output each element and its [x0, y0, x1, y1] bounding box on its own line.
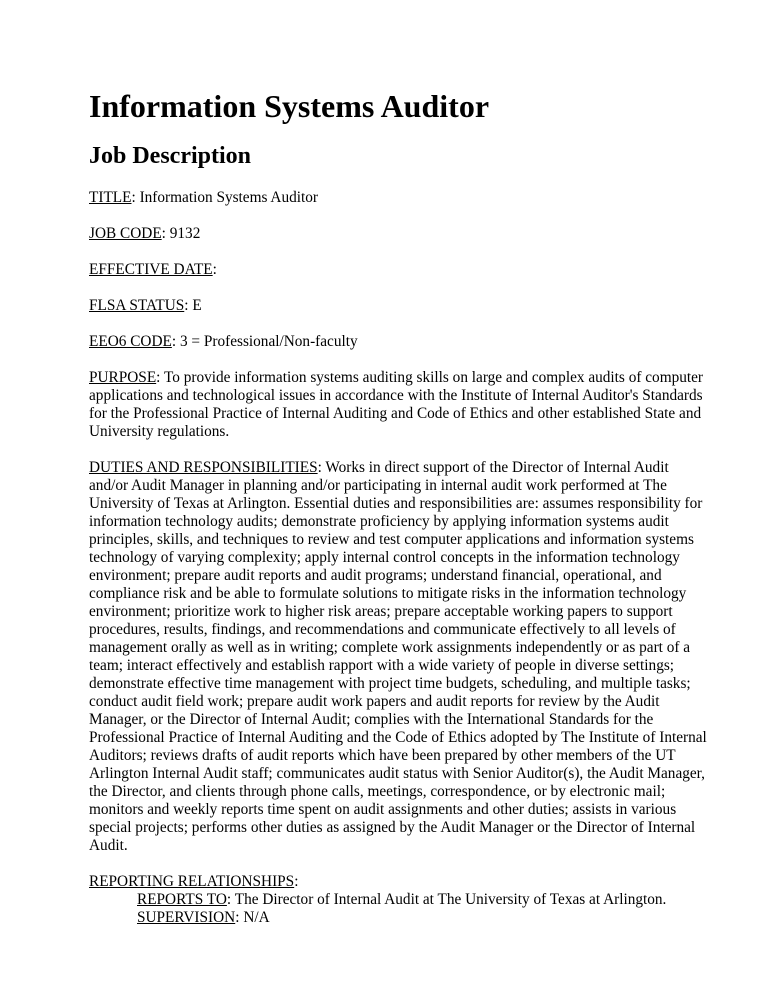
field-supervision-label: SUPERVISION: [137, 909, 236, 926]
document-title: Information Systems Auditor: [89, 88, 490, 124]
field-reports-to-value: The Director of Internal Audit at The University of Texas at Arlington.: [234, 891, 667, 908]
field-job-code-label: JOB CODE: [89, 225, 162, 242]
field-supervision: SUPERVISION: N/A: [137, 909, 270, 926]
field-reporting: [89, 873, 708, 927]
field-job-code-value: 9132: [169, 225, 201, 242]
field-eeo6-code-value: 3 = Professional/Non-faculty: [179, 333, 358, 350]
field-reporting-heading: REPORTING RELATIONSHIPS:: [89, 873, 299, 890]
field-title: TITLE: Information Systems Auditor: [89, 189, 319, 206]
field-title-value: Information Systems Auditor: [139, 189, 319, 206]
field-duties: DUTIES AND RESPONSIBILITIES: Works in direct support of the Director of Internal Audit and/or Audit Manager in planning and/or participating in internal audit work performed at The University of Texas at Arlington. Essential duties and responsibilities are: assumes responsibility for information technology audits; demonstrate proficiency by applying information systems audit principles, skills, and techniques to review and test computer applications and information systems technology of varying complexity; apply internal control concepts in the information technology environment; prepare audit reports and audit programs; understand financial, operational, and compliance risk and be able to formulate solutions to mitigate risks in the information technology environment; prioritize work to higher risk areas; prepare acceptable working papers to support procedures, results, findings, and recommendations and communicate effectively to all levels of management orally as well as in writing; complete work assignments independently or as part of a team; interact effectively and establish rapport with a wide variety of people in diverse settings; demonstrate effective time management with project time budgets, scheduling, and multiple tasks; conduct audit field work; prepare audit work papers and audit reports for review by the Audit Manager, or the Director of Internal Audit; complies with the International Standards for the Professional Practice of Internal Auditing and the Code of Ethics adopted by The Institute of Internal Auditors; reviews drafts of audit reports which have been prepared by other members of the UT Arlington Internal Audit staff; communicates audit status with Senior Auditor(s), the Audit Manager, the Director, and clients through phone calls, meetings, correspondence, or by electronic mail; monitors and weekly reports time spent on audit assignments and other duties; assists in various special projects; performs other duties as assigned by the Audit Manager or the Director of Internal Audit.: [89, 459, 707, 854]
field-job-code: JOB CODE: 9132: [89, 225, 201, 242]
field-flsa-status: FLSA STATUS: E: [89, 297, 202, 314]
field-duties-label: DUTIES AND RESPONSIBILITIES: [89, 459, 318, 476]
field-flsa-status-label: FLSA STATUS: [89, 297, 185, 314]
field-effective-date: EFFECTIVE DATE:: [89, 261, 217, 278]
field-duties-value: Works in direct support of the Director of Internal Audit and/or Audit Manager in planning and/or participating in internal audit work performed at The University of Texas at Arlington. Essential duties and responsibilities are: assumes responsibility for information technology audits; demonstrate proficiency by applying information systems audit principles, skills, and techniques to review and test computer applications and information systems technology of varying complexity; apply internal control concepts in the information technology environment; prepare audit reports and audit programs; understand financial, operational, and compliance risk and be able to formulate solutions to mitigate risks in the information technology environment; prioritize work to higher risk areas; prepare acceptable working papers to support procedures, results, findings, and recommendations and communicate effectively to all levels of management orally as well as in writing; complete work assignments independently or as part of a team; interact effectively and establish rapport with a wide variety of people in diverse settings; demonstrate effective time management with project time budgets, scheduling, and multiple tasks; conduct audit field work; prepare audit work papers and audit reports for review by the Audit Manager, or the Director of Internal Audit; complies with the International Standards for the Professional Practice of Internal Auditing and the Code of Ethics adopted by The Institute of Internal Auditors; reviews drafts of audit reports which have been prepared by other members of the UT Arlington Internal Audit staff; communicates audit status with Senior Auditor(s), the Audit Manager, the Director, and clients through phone calls, meetings, correspondence, or by electronic mail; monitors and weekly reports time spent on audit assignments and other duties; assists in various special projects; performs other duties as assigned by the Audit Manager or the Director of Internal Audit.: [89, 459, 707, 854]
field-flsa-status-value: E: [192, 297, 202, 314]
field-reports-to: REPORTS TO: The Director of Internal Audit at The University of Texas at Arlington.: [137, 891, 667, 908]
field-eeo6-code: EEO6 CODE: 3 = Professional/Non-faculty: [89, 333, 358, 350]
field-purpose-label: PURPOSE: [89, 369, 157, 386]
field-effective-date-label: EFFECTIVE DATE: [89, 261, 213, 278]
field-supervision-value: N/A: [243, 909, 270, 926]
field-purpose-value: To provide information systems auditing skills on large and complex audits of computer applications and technological issues in accordance with the Institute of Internal Auditor's Standards for the Professional Practice of Internal Auditing and Code of Ethics and other established State and University regulations.: [89, 369, 704, 440]
field-title-label: TITLE: [89, 189, 132, 206]
field-reporting-label: REPORTING RELATIONSHIPS: [89, 873, 295, 890]
document-subtitle: Job Description: [89, 143, 251, 169]
field-eeo6-code-label: EEO6 CODE: [89, 333, 172, 350]
field-reports-to-label: REPORTS TO: [137, 891, 227, 908]
field-purpose: PURPOSE: To provide information systems auditing skills on large and complex audits of computer applications and technological issues in accordance with the Institute of Internal Auditor's Standards for the Professional Practice of Internal Auditing and Code of Ethics and other established State and University regulations.: [89, 369, 704, 440]
